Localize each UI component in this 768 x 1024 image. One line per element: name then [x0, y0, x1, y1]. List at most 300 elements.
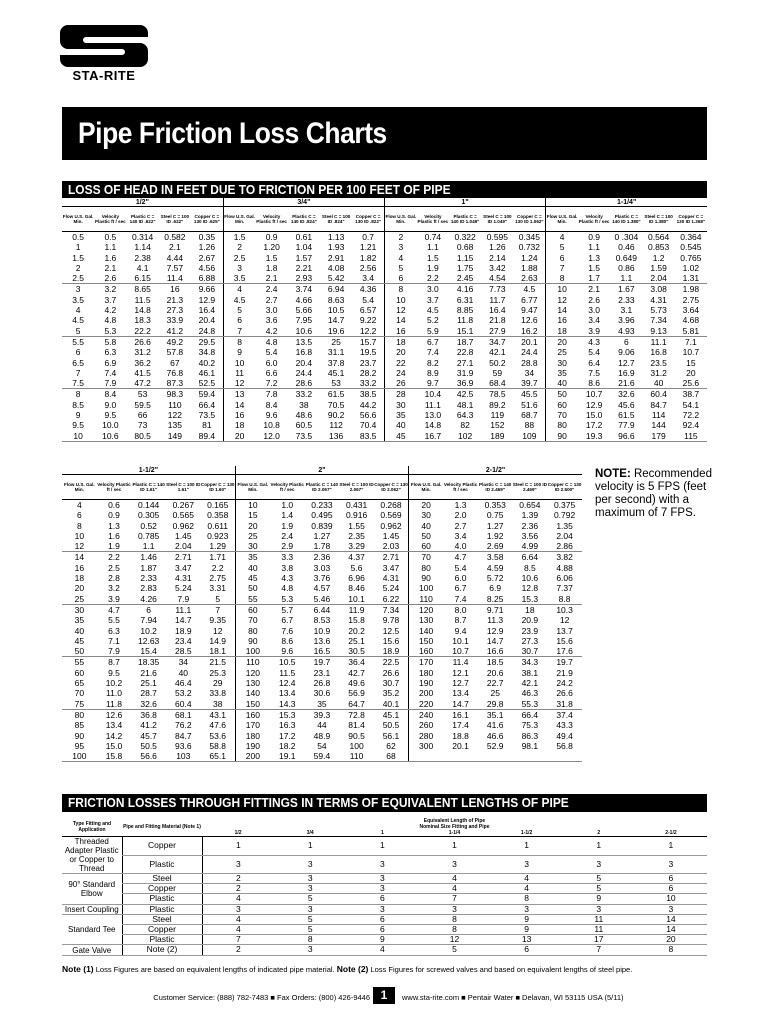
table-cell: 53.2: [175, 688, 192, 699]
table-cell: 46.4: [175, 678, 192, 689]
table-cell: 0.375: [553, 500, 576, 510]
table-cell: 8.7: [108, 657, 120, 668]
table-cell: 4.3: [281, 573, 294, 584]
page-footer: [0, 987, 768, 1007]
table-cell: 21.6: [140, 667, 157, 678]
table-cell: 190: [235, 741, 270, 751]
table-cell: 18.3: [134, 315, 151, 326]
equiv-length-cell: 9: [563, 894, 635, 904]
table-cell: 15.8: [348, 615, 365, 626]
table-cell: 4.7: [454, 552, 467, 563]
column-header: Steel C = 100 ID 1.049": [481, 207, 513, 232]
table-cell: 200: [409, 688, 444, 698]
table-cell: 60: [74, 667, 85, 678]
table-cell: 12.6: [521, 315, 538, 326]
table-cell: 1.15: [456, 252, 474, 263]
table-cell: 3.42: [489, 262, 506, 273]
table-cell: 112: [329, 420, 343, 431]
table-cell: 21.8: [489, 315, 506, 326]
table-cell: 10.3: [556, 604, 573, 615]
table-cell: 150: [235, 699, 270, 710]
table-cell: 70.4: [359, 420, 377, 431]
column-header: Flow U.S. Gal. Min.: [546, 207, 578, 232]
sta-rite-s-mark: [60, 25, 148, 67]
table-cell: 38.1: [521, 667, 539, 678]
table-cell: 30.7: [513, 646, 548, 657]
fitting-row: [62, 874, 707, 884]
table-cell: 12.6: [105, 709, 123, 720]
table-cell: 1.0: [281, 500, 294, 510]
table-row: [62, 646, 582, 657]
fitting-row: [62, 945, 707, 955]
table-cell: 240: [409, 709, 444, 720]
table-cell: 7.1: [684, 336, 697, 347]
table-cell: 9.35: [209, 615, 226, 626]
table-cell: 14.7: [443, 699, 478, 710]
table-cell: 6.22: [374, 594, 409, 605]
table-cell: 4.5: [72, 315, 85, 326]
table-cell: 1.7: [578, 273, 610, 284]
size-header-row: [62, 466, 582, 475]
table-cell: 25.1: [348, 635, 365, 646]
table-cell: 9: [75, 410, 81, 421]
table-cell: 11.1: [175, 604, 192, 615]
table-cell: 8.25: [478, 594, 513, 605]
table-cell: 54.1: [682, 399, 700, 410]
table-cell: 2.1: [256, 273, 288, 284]
equiv-length-cell: 8: [418, 925, 490, 935]
table-cell: 0.46: [618, 242, 635, 253]
fitting-material: Plastic: [122, 904, 202, 914]
table-cell: 0.305: [138, 510, 160, 521]
table-cell: 10: [235, 500, 270, 511]
table-cell: 4.88: [556, 562, 573, 573]
table-cell: 14.9: [209, 635, 226, 646]
table-cell: 20: [686, 367, 696, 378]
table-cell: 1.26: [489, 242, 506, 253]
equiv-length-cell: 7: [563, 945, 635, 955]
table-cell: 8.4: [265, 399, 278, 410]
table-cell: 36.2: [134, 357, 151, 368]
table-cell: 48.9: [313, 730, 331, 741]
table-cell: 12: [212, 625, 223, 636]
table-cell: 1.45: [175, 530, 192, 541]
table-cell: 16.8: [650, 347, 667, 358]
table-cell: 12.7: [618, 357, 635, 368]
table-cell: 0.962: [172, 520, 194, 531]
equiv-length-cell: 8: [635, 945, 707, 955]
table-cell: 5.42: [320, 273, 352, 284]
table-cell: 5.8: [104, 336, 117, 347]
table-cell: 1.6: [108, 530, 120, 541]
table-cell: 7.8: [265, 389, 278, 400]
equiv-length-cell: 2: [202, 874, 274, 884]
table-cell: 10.2: [105, 678, 123, 689]
table-row: [62, 668, 582, 678]
table-cell: 5.7: [281, 604, 294, 615]
table-cell: 1.93: [327, 242, 345, 253]
table-cell: 4.37: [348, 552, 365, 563]
table-cell: 9.22: [359, 315, 377, 326]
table-cell: 29: [212, 678, 223, 689]
table-cell: 72.8: [348, 709, 365, 720]
table-cell: 14.7: [175, 615, 192, 626]
table-cell: 15.3: [513, 594, 548, 605]
table-cell: 45: [235, 573, 270, 583]
table-row: [62, 431, 707, 442]
table-cell: 35: [385, 410, 417, 420]
table-cell: 20.4: [295, 357, 313, 368]
table-cell: 1.92: [486, 530, 504, 541]
table-cell: 4.31: [175, 573, 192, 584]
table-cell: 0.7: [362, 232, 375, 242]
table-cell: 3.29: [339, 541, 374, 552]
table-cell: 4.99: [513, 541, 548, 552]
equiv-length-cell: 4: [202, 894, 274, 904]
table-cell: 73.5: [198, 410, 216, 421]
table-cell: 14: [385, 315, 417, 325]
table-cell: 1.2: [652, 252, 665, 263]
table-cell: 35: [74, 615, 85, 626]
table-cell: 38: [201, 699, 236, 710]
table-cell: 5.4: [588, 347, 601, 358]
table-cell: 23.7: [359, 357, 377, 368]
equiv-length-cell: 5: [274, 894, 346, 904]
table-cell: 6.77: [521, 294, 538, 305]
table-cell: 6.57: [359, 305, 377, 316]
table-cell: 7: [223, 326, 255, 337]
table-cell: 0.565: [172, 510, 194, 521]
table-cell: 30: [74, 604, 85, 615]
equiv-length-cell: 3: [346, 884, 418, 894]
equiv-length-cell: 3: [202, 855, 274, 874]
table-cell: 18.5: [486, 657, 504, 668]
table-cell: 4: [546, 232, 578, 243]
equiv-length-cell: 6: [346, 894, 418, 904]
table-cell: 2.1: [588, 284, 601, 295]
table-cell: 43.3: [556, 720, 573, 731]
size-column-header: 2-1/2: [665, 830, 677, 836]
table-cell: 2.6: [94, 273, 126, 284]
table-cell: 3.82: [556, 552, 573, 563]
table-cell: 0.611: [207, 520, 229, 531]
footnote-1-label: Note (1): [62, 964, 94, 974]
table-cell: 53: [137, 389, 148, 400]
size-column-header: 3/4: [306, 830, 314, 836]
table-cell: 7.5: [588, 367, 601, 378]
table-cell: 36.4: [348, 657, 365, 668]
friction-loss-table-lower: [62, 466, 582, 762]
table-cell: 6.5: [72, 357, 85, 368]
table-cell: 35: [546, 368, 578, 378]
equiv-length-cell: 8: [274, 935, 346, 945]
table-cell: 47.2: [127, 378, 159, 389]
table-cell: 30.5: [339, 646, 374, 657]
fitting-row: [62, 837, 707, 856]
table-cell: 30: [546, 358, 578, 368]
table-cell: 3.4: [352, 273, 384, 284]
table-cell: 3.1: [620, 305, 633, 316]
table-cell: 12: [62, 541, 97, 552]
table-cell: 6: [76, 510, 82, 521]
table-cell: 8: [75, 389, 81, 400]
table-cell: 15.6: [556, 635, 573, 646]
table-row: [62, 263, 707, 273]
table-cell: 2.33: [140, 573, 157, 584]
fitting-row: [62, 884, 707, 894]
table-cell: 14.8: [134, 305, 151, 316]
equiv-length-cell: 14: [635, 914, 707, 924]
equiv-length-cell: 3: [274, 884, 346, 894]
table-cell: 110: [168, 399, 182, 410]
table-cell: 7.5: [62, 378, 94, 389]
table-cell: 17.6: [547, 646, 582, 657]
table-cell: 39.3: [313, 709, 331, 720]
table-row: [62, 347, 707, 357]
table-cell: 14.3: [270, 699, 305, 710]
table-cell: 15.0: [585, 410, 603, 421]
table-cell: 3.4: [454, 530, 467, 541]
table-cell: 46.3: [521, 688, 539, 699]
column-header: Plastic C = 140 ID .824": [288, 207, 320, 232]
table-cell: 3: [385, 242, 417, 252]
table-cell: 1.3: [588, 252, 601, 263]
table-cell: 17.2: [278, 730, 296, 741]
table-cell: 38.5: [359, 389, 377, 400]
table-cell: 15.8: [97, 751, 132, 762]
table-cell: 4.1: [136, 262, 149, 273]
equiv-length-cell: 3: [418, 855, 490, 874]
fitting-material: Copper: [122, 837, 202, 856]
table-cell: 26.6: [556, 688, 573, 699]
table-row: [62, 573, 582, 583]
table-cell: 26: [385, 378, 417, 389]
table-cell: 3.03: [313, 562, 331, 573]
table-cell: 80: [409, 563, 444, 573]
table-cell: 5.6: [350, 562, 363, 573]
table-cell: 2.5: [62, 273, 94, 284]
table-cell: 34.8: [198, 347, 216, 358]
table-cell: 120: [235, 668, 270, 678]
table-cell: 0.916: [345, 510, 368, 521]
table-cell: 68.1: [175, 709, 192, 720]
table-cell: 1.82: [359, 252, 377, 263]
table-cell: 8.2: [426, 357, 439, 368]
table-cell: 7.73: [489, 284, 506, 295]
table-cell: 46.1: [198, 367, 216, 378]
column-header: Velocity Plastic ft / sec: [417, 207, 449, 232]
table-cell: 56.8: [556, 740, 573, 751]
table-cell: 0.9: [108, 510, 120, 521]
table-cell: 1.20: [263, 242, 280, 253]
table-cell: 109: [514, 431, 546, 442]
equiv-length-cell: 7: [202, 935, 274, 945]
table-cell: 23.9: [521, 625, 539, 636]
table-cell: 38: [299, 399, 309, 410]
table-cell: 13.4: [278, 688, 296, 699]
table-cell: 0.322: [454, 232, 476, 242]
table-cell: 21.3: [166, 294, 184, 305]
column-header: Velocity Plastic ft / sec: [97, 475, 132, 500]
column-header: Copper C = 130 ID 1.60": [201, 475, 236, 500]
column-header: Flow U.S. Gal. Min.: [385, 207, 417, 232]
table-cell: 2.35: [348, 530, 365, 541]
table-cell: 84.7: [650, 399, 667, 410]
table-cell: 8.7: [454, 615, 467, 626]
table-cell: 5.24: [382, 583, 400, 594]
section-title-loss-of-head: LOSS OF HEAD IN FEET DUE TO FRICTION PER 100 FEET OF PIPE: [68, 182, 451, 197]
fitting-row: [62, 855, 707, 874]
section-banner-fittings: [62, 794, 707, 812]
table-cell: 13.5: [295, 336, 313, 347]
table-cell: 7.95: [295, 315, 313, 326]
table-cell: 3.5: [72, 294, 85, 305]
table-cell: 4.26: [131, 594, 166, 605]
table-cell: 0.233: [311, 500, 333, 510]
equiv-length-cell: 20: [635, 935, 707, 945]
table-cell: 3.76: [313, 573, 331, 584]
table-cell: 83.5: [352, 431, 384, 442]
fitting-row: [62, 925, 707, 935]
table-cell: 5.3: [94, 326, 126, 337]
table-cell: 36.8: [140, 709, 157, 720]
table-cell: 50: [62, 646, 97, 657]
table-cell: 18: [74, 573, 85, 584]
table-cell: 0.358: [207, 510, 229, 521]
table-cell: 87.3: [159, 378, 191, 389]
table-cell: 9.66: [198, 284, 216, 295]
table-cell: 11.7: [489, 294, 506, 305]
table-cell: 4.5: [426, 305, 439, 316]
table-cell: 22.2: [127, 326, 159, 337]
table-cell: 11.4: [159, 273, 191, 284]
size-column-header: 2: [597, 830, 601, 836]
table-cell: 85: [74, 720, 85, 731]
table-cell: 22.5: [382, 657, 400, 668]
table-cell: 40: [643, 378, 675, 389]
table-cell: 7: [215, 604, 221, 615]
table-cell: 19.3: [578, 431, 610, 442]
table-cell: 4.08: [327, 262, 345, 273]
table-cell: 0.35: [198, 232, 216, 242]
table-cell: 0.268: [380, 500, 402, 510]
table-row: [62, 636, 582, 646]
table-cell: 61.5: [618, 410, 635, 421]
table-cell: 8.53: [313, 615, 331, 626]
table-cell: 41.6: [486, 720, 504, 731]
table-cell: 73: [137, 420, 148, 431]
table-cell: 60: [409, 541, 444, 552]
table-row: [62, 741, 582, 751]
equiv-length-cell: 6: [635, 884, 707, 894]
table-cell: 53.6: [209, 730, 226, 741]
equiv-length-cell: 5: [563, 874, 635, 884]
table-cell: 11.8: [457, 315, 474, 326]
table-cell: 6.7: [281, 615, 294, 626]
table-cell: 14.7: [327, 315, 345, 326]
equiv-length-cell: 4: [418, 874, 490, 884]
table-cell: 52.5: [191, 378, 223, 389]
table-cell: 1.1: [610, 273, 642, 284]
table-cell: 15.4: [131, 646, 166, 657]
table-row: [62, 284, 707, 295]
table-cell: 58.8: [209, 740, 226, 751]
table-cell: 10: [546, 284, 578, 295]
table-cell: 3.4: [588, 315, 601, 326]
equiv-length-cell: 2: [202, 884, 274, 894]
table-cell: 13.4: [105, 720, 123, 731]
section-title-fittings: FRICTION LOSSES THROUGH FITTINGS IN TERMS OF EQUIVALENT LENGTHS OF PIPE: [68, 795, 569, 810]
table-cell: 1.5: [588, 262, 601, 273]
equiv-length-cell: 4: [346, 945, 418, 955]
table-cell: 0.564: [647, 232, 670, 242]
table-cell: 10.7: [443, 646, 478, 657]
fitting-material: Steel: [122, 874, 202, 884]
column-header: Copper C = 130 ID .822": [352, 207, 384, 232]
table-cell: 3.3: [281, 552, 294, 563]
table-cell: 12.1: [452, 667, 469, 678]
table-cell: 25: [235, 531, 270, 541]
table-cell: 4: [75, 305, 81, 316]
footnote-1-text: Loss Figures are based on equivalent lengths of indicated pipe material.: [95, 965, 335, 974]
table-row: [62, 378, 707, 389]
table-cell: 7.9: [97, 646, 132, 657]
table-cell: 18.1: [201, 646, 236, 657]
table-cell: 8.63: [327, 294, 345, 305]
table-cell: 144: [651, 420, 666, 431]
table-cell: 110: [409, 594, 444, 605]
table-cell: 0.52: [140, 520, 157, 531]
table-cell: 9: [223, 347, 255, 357]
table-row: [62, 410, 707, 420]
table-cell: 8.6: [281, 635, 294, 646]
table-cell: 13.6: [313, 635, 331, 646]
table-cell: 6.06: [556, 573, 573, 584]
table-cell: 50: [409, 531, 444, 541]
table-cell: 54: [317, 740, 327, 751]
equiv-length-cell: 10: [635, 894, 707, 904]
table-cell: 152: [490, 420, 505, 431]
equiv-length-cell: 4: [202, 925, 274, 935]
table-cell: 1.27: [313, 530, 331, 541]
table-cell: 8.5: [523, 562, 536, 573]
column-header: Copper C = 130 ID 2.500": [547, 475, 582, 500]
table-cell: 90: [409, 573, 444, 583]
table-cell: 6: [75, 347, 81, 358]
table-cell: 1.87: [140, 562, 157, 573]
table-cell: 5.24: [175, 583, 192, 594]
table-cell: 4.56: [198, 262, 216, 273]
equiv-length-cell: 17: [563, 935, 635, 945]
table-row: [62, 521, 582, 531]
table-row: [62, 541, 582, 552]
table-cell: 0.9: [588, 232, 601, 242]
table-cell: 9.5: [108, 667, 120, 678]
pipe-size-header: 2-1/2": [409, 466, 582, 475]
column-header: Steel C = 100 ID 1.380": [643, 207, 675, 232]
table-cell: 65: [74, 678, 85, 689]
table-cell: 15.0: [105, 740, 123, 751]
equiv-length-cell: 3: [202, 904, 274, 914]
equiv-length-cell: 11: [563, 914, 635, 924]
table-cell: 81: [202, 420, 212, 431]
table-cell: 52.9: [486, 740, 504, 751]
table-cell: 2.04: [556, 530, 573, 541]
table-cell: 40.2: [198, 357, 216, 368]
equiv-length-cell: 3: [491, 855, 563, 874]
table-cell: 7.4: [104, 367, 117, 378]
table-cell: 2.9: [270, 541, 305, 552]
